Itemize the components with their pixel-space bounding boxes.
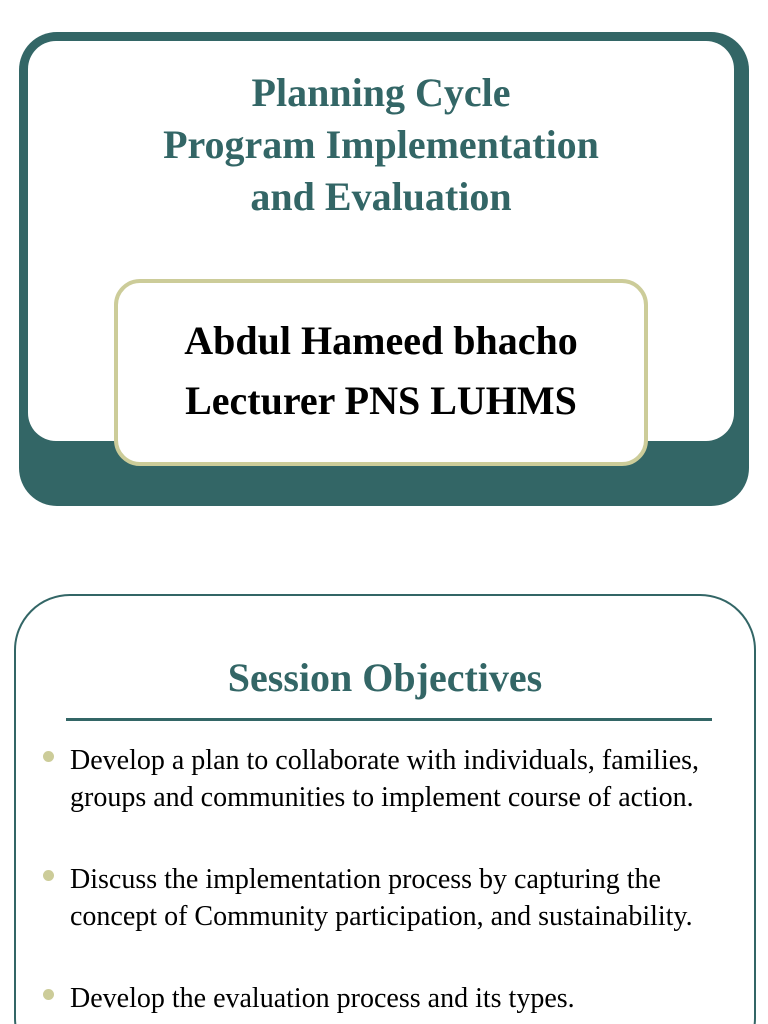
objectives-title: Session Objectives [227,655,543,700]
presenter-box [114,279,648,466]
objectives-list [16,742,754,1024]
presenter-role: Lecturer PNS LUHMS [185,378,577,423]
slide-title-line-3: and Evaluation [250,174,512,219]
objective-text: Develop the evaluation process and its types. [70,983,575,1014]
bullet-icon [43,870,54,881]
objectives-slide [14,594,756,1024]
slide-title-line-1: Planning Cycle [251,70,511,115]
bullet-icon [43,989,54,1000]
presenter-name: Abdul Hameed bhacho [184,318,578,363]
slide-title [28,67,734,223]
objective-item [16,980,754,1017]
title-divider [66,718,712,721]
objective-item [16,742,754,816]
slide-title-line-2: Program Implementation [163,122,599,167]
bullet-icon [43,751,54,762]
objective-text: Develop a plan to collaborate with individuals, families, groups and communities to implement course of action. [70,745,700,813]
objective-item [16,861,754,935]
title-slide [19,32,749,506]
objective-text: Discuss the implementation process by capturing the concept of Community participation, and sustainability. [70,864,693,932]
